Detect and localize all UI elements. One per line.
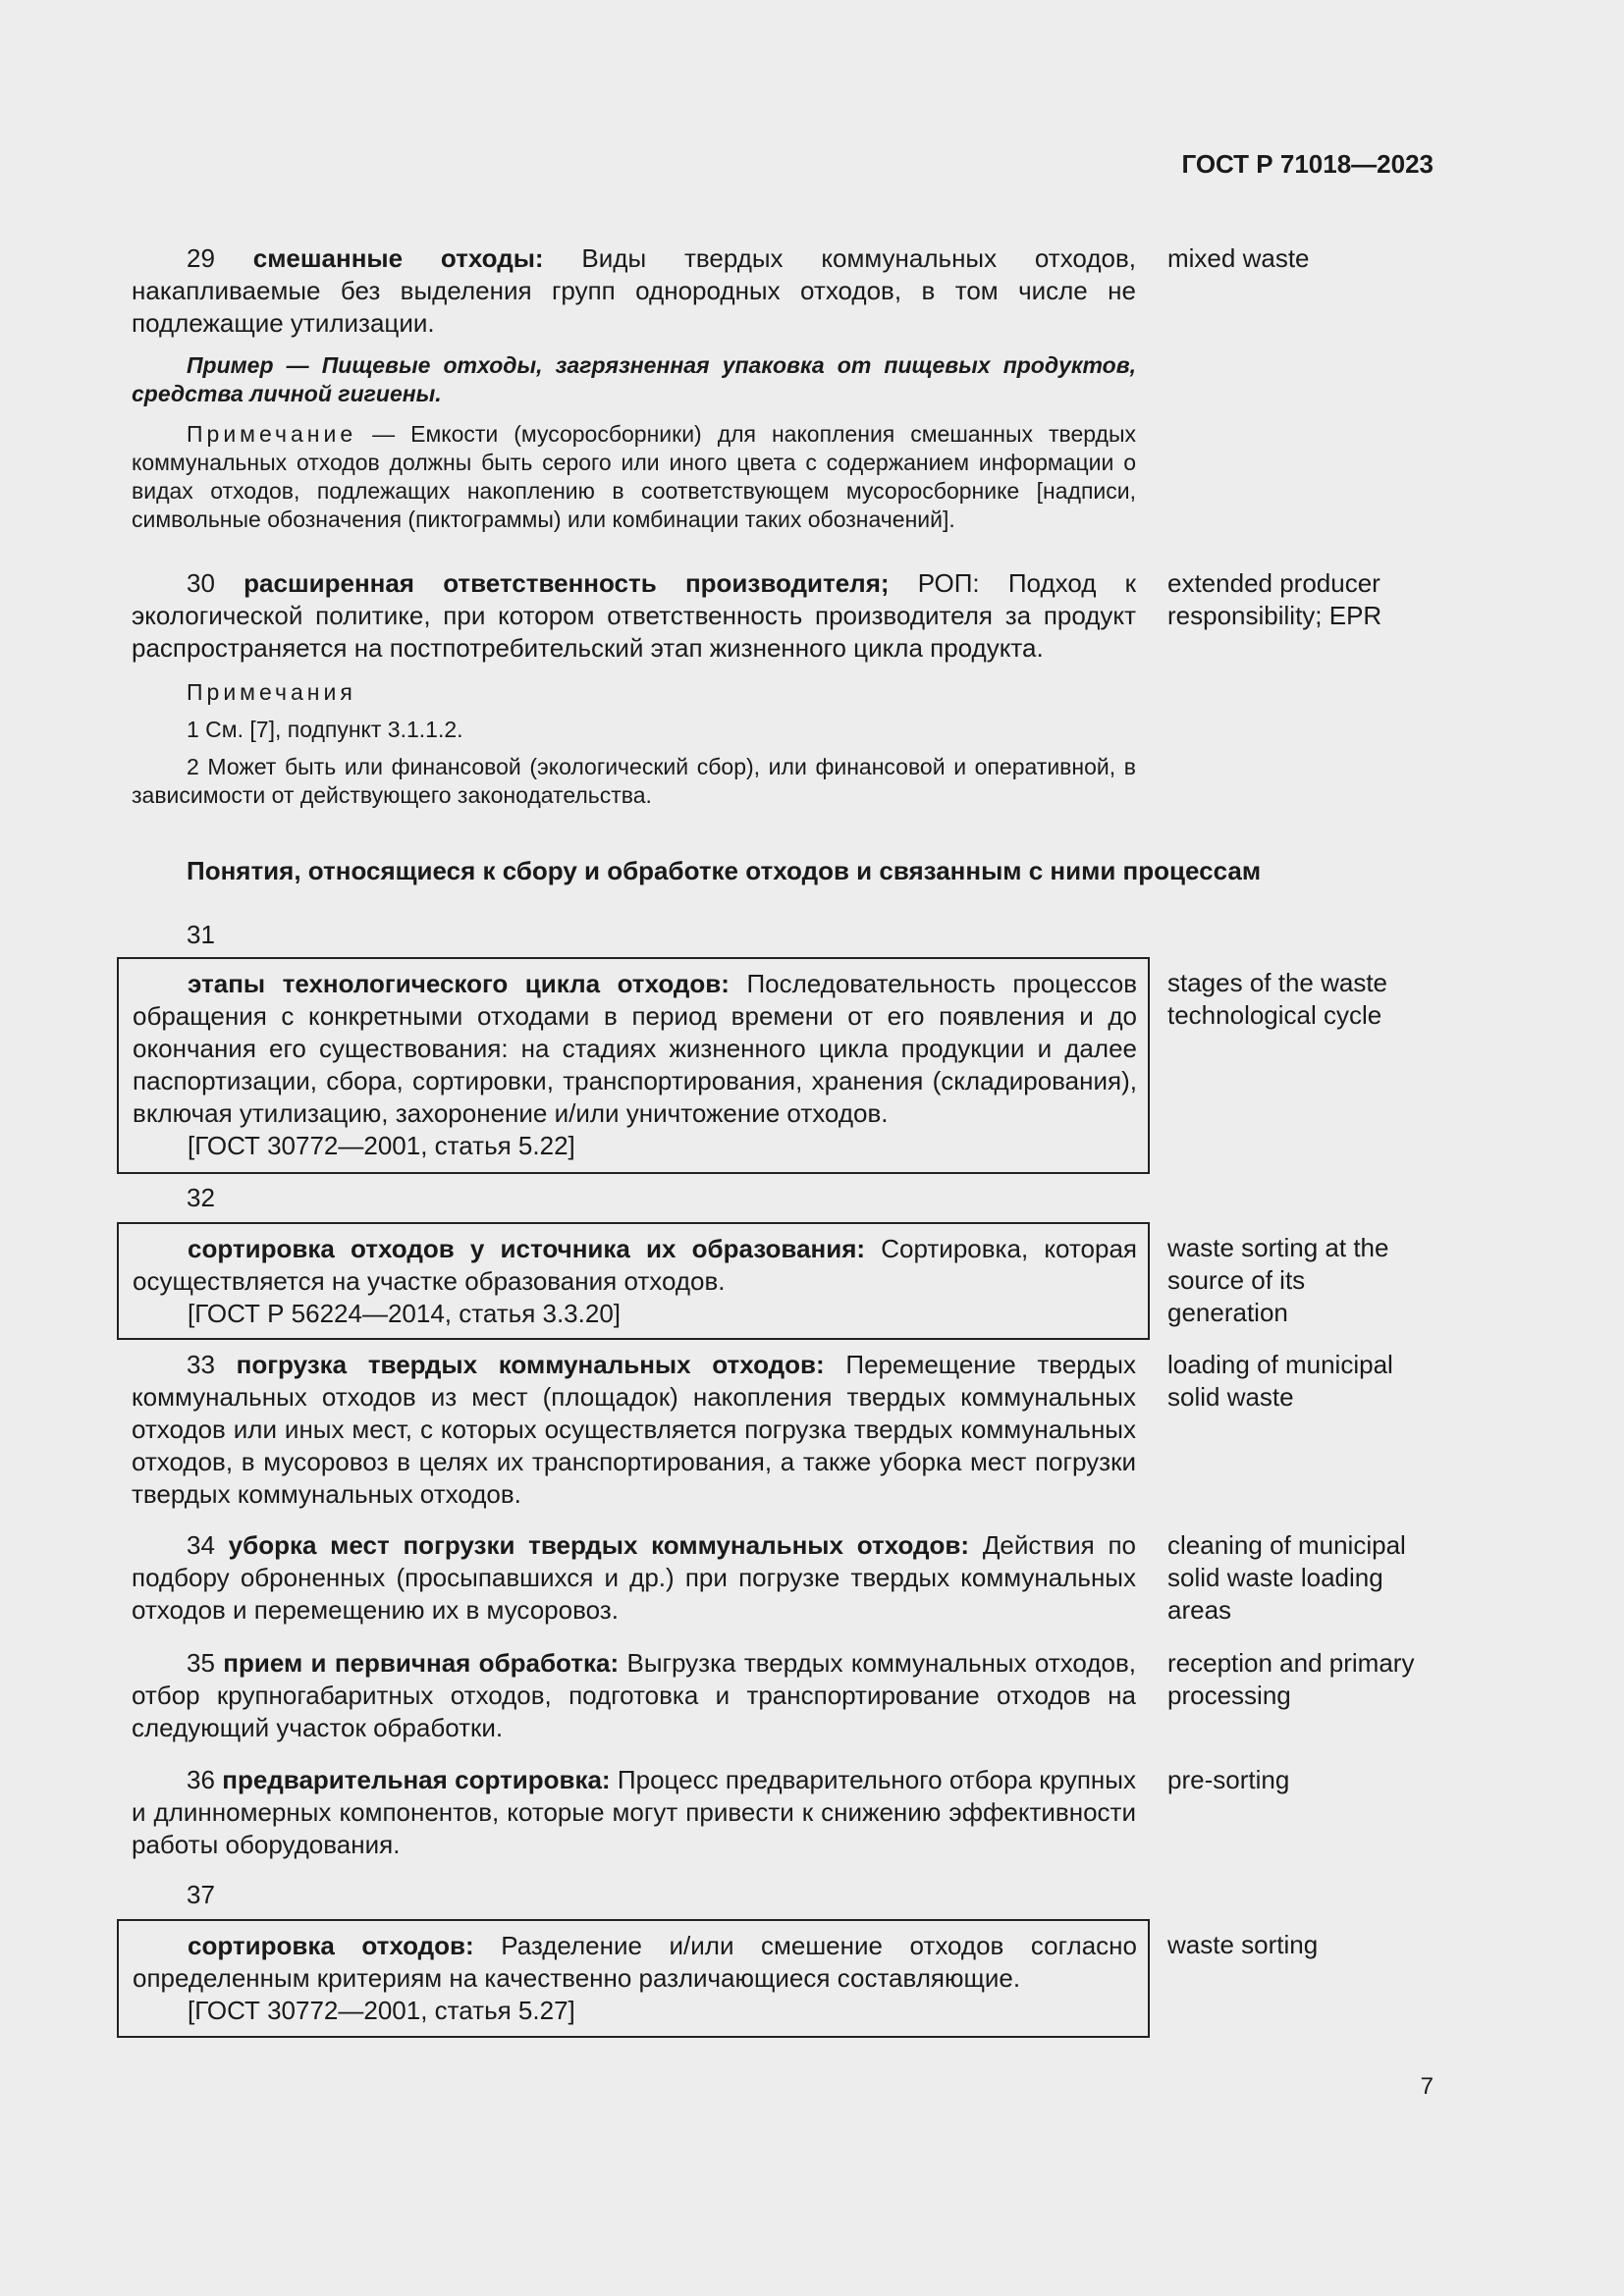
term-definition — [132, 567, 1136, 665]
term-definition — [132, 1529, 1136, 1627]
term-note — [132, 420, 1136, 534]
term-title: смешанные отходы: — [252, 243, 544, 273]
term-entry-35 — [132, 1647, 1136, 1744]
document-header: ГОСТ Р 71018—2023 — [1181, 149, 1434, 179]
term-entry-36 — [132, 1764, 1136, 1861]
term-number: 36 — [187, 1765, 215, 1794]
term-title: предварительная сортировка: — [222, 1765, 611, 1794]
term-number: 34 — [187, 1530, 215, 1560]
term-definition — [132, 1647, 1136, 1744]
term-text: Выгрузка твердых коммунальных отходов, отбор крупногабаритных отходов, подготовка и транспортирование отходов на следующий участок обработки. — [132, 1648, 1136, 1742]
term-entry-33 — [132, 1349, 1136, 1511]
term-entry-29 — [132, 242, 1136, 534]
note-2: 2 Может быть или финансовой (экологический сбор), или финансовой и оперативной, в зависимости от действующего законодательства. — [132, 754, 1136, 808]
notes-label: Примечания — [187, 679, 356, 705]
term-text: Разделение и/или смешение отходов согласно определенным критериям на качественно различающиеся составляющие. — [133, 1931, 1137, 1993]
term-entry-34 — [132, 1529, 1136, 1627]
term-number: 35 — [187, 1648, 215, 1678]
term-translation-36: pre-sorting — [1167, 1765, 1290, 1794]
term-text: Перемещение твердых коммунальных отходов из мест (площадок) накопления твердых коммунальных отходов или иных мест, с которых осуществляется погрузка твердых коммунальных отходов, в мусоровоз в целях их транспортирования, а также уборка мест погрузки твердых коммунальных отходов. — [132, 1350, 1136, 1509]
term-entry-30 — [132, 567, 1136, 810]
term-definition — [133, 1233, 1137, 1298]
term-definition — [132, 1764, 1136, 1861]
note-text: — Емкости (мусоросборники) для накопления смешанных твердых коммунальных отходов должны быть серого или иного цвета с содержанием информации о видах отходов, подлежащих накоплению в соответствующем мусоросборнике [надписи, символьные обозначения (пиктограммы) или комбинации таких обозначений]. — [132, 421, 1136, 532]
page-number: 7 — [1420, 2073, 1434, 2100]
term-translation-35: reception and primary processing — [1167, 1648, 1415, 1710]
term-title: этапы технологического цикла отходов: — [188, 969, 730, 998]
term-example: Пример — Пищевые отходы, загрязненная упаковка от пищевых продуктов, средства личной гигиены. — [132, 352, 1136, 406]
term-translation-34: cleaning of municipal solid waste loading areas — [1167, 1530, 1406, 1625]
term-number-37: 37 — [187, 1880, 215, 1909]
section-title: Понятия, относящиеся к сбору и обработке отходов и связанным с ними процессам — [187, 856, 1262, 885]
term-text: РОП: Подход к экологической политике, при котором ответственность производителя за продукт распространяется на постпотребительский этап жизненного цикла продукта. — [132, 568, 1136, 663]
term-title: сортировка отходов: — [188, 1931, 474, 1960]
term-translation-33: loading of municipal solid waste — [1167, 1350, 1393, 1412]
term-title: прием и первичная обработка: — [223, 1648, 620, 1678]
term-definition — [132, 1349, 1136, 1511]
term-reference: [ГОСТ Р 56224—2014, статья 3.3.20] — [188, 1299, 622, 1328]
term-reference: [ГОСТ 30772—2001, статья 5.27] — [188, 1996, 575, 2025]
term-translation-30: extended producer responsibility; EPR — [1167, 568, 1382, 630]
term-title: расширенная ответственность производителя; — [244, 568, 890, 598]
term-box-32 — [117, 1222, 1150, 1340]
term-box-31 — [117, 957, 1150, 1174]
term-definition — [133, 968, 1137, 1130]
term-text: Последовательность процессов обращения с конкретными отходами в период времени от его появления и до окончания его существования: на стадиях жизненного цикла продукции и далее паспортизации, сбора, сортировки, транспортирования, хранения (складирования), включая утилизацию, захоронение и/или уничтожение отходов. — [133, 969, 1138, 1128]
term-title: сортировка отходов у источника их образования: — [188, 1234, 866, 1263]
term-number: 33 — [187, 1350, 215, 1379]
term-title: погрузка твердых коммунальных отходов: — [236, 1350, 825, 1379]
term-number: 30 — [187, 568, 215, 598]
term-text: Действия по подбору оброненных (просыпавшихся и др.) при погрузке твердых коммунальных отходов и перемещению их в мусоровоз. — [132, 1530, 1137, 1625]
note-1: 1 См. [7], подпункт 3.1.1.2. — [187, 717, 463, 742]
term-text: Виды твердых коммунальных отходов, накапливаемые без выделения групп однородных отходов, в том числе не подлежащие утилизации. — [132, 243, 1136, 338]
term-text: Процесс предварительного отбора крупных и длинномерных компонентов, которые могут привести к снижению эффективности работы оборудования. — [132, 1765, 1136, 1859]
term-translation-31: stages of the waste technological cycle — [1167, 968, 1388, 1030]
term-title: уборка мест погрузки твердых коммунальных отходов: — [228, 1530, 970, 1560]
term-text: Сортировка, которая осуществляется на участке образования отходов. — [133, 1234, 1138, 1296]
term-number: 29 — [187, 243, 215, 273]
term-number-31: 31 — [187, 920, 215, 949]
term-translation-29: mixed waste — [1167, 243, 1310, 273]
term-number-32: 32 — [187, 1183, 215, 1212]
term-reference: [ГОСТ 30772—2001, статья 5.22] — [188, 1131, 575, 1160]
term-translation-37: waste sorting — [1167, 1930, 1319, 1959]
term-translation-32: waste sorting at the source of its generation — [1167, 1233, 1389, 1327]
term-definition — [133, 1930, 1137, 1995]
term-definition — [132, 242, 1136, 340]
term-box-37 — [117, 1919, 1150, 2038]
note-label: Примечание — [187, 421, 357, 447]
